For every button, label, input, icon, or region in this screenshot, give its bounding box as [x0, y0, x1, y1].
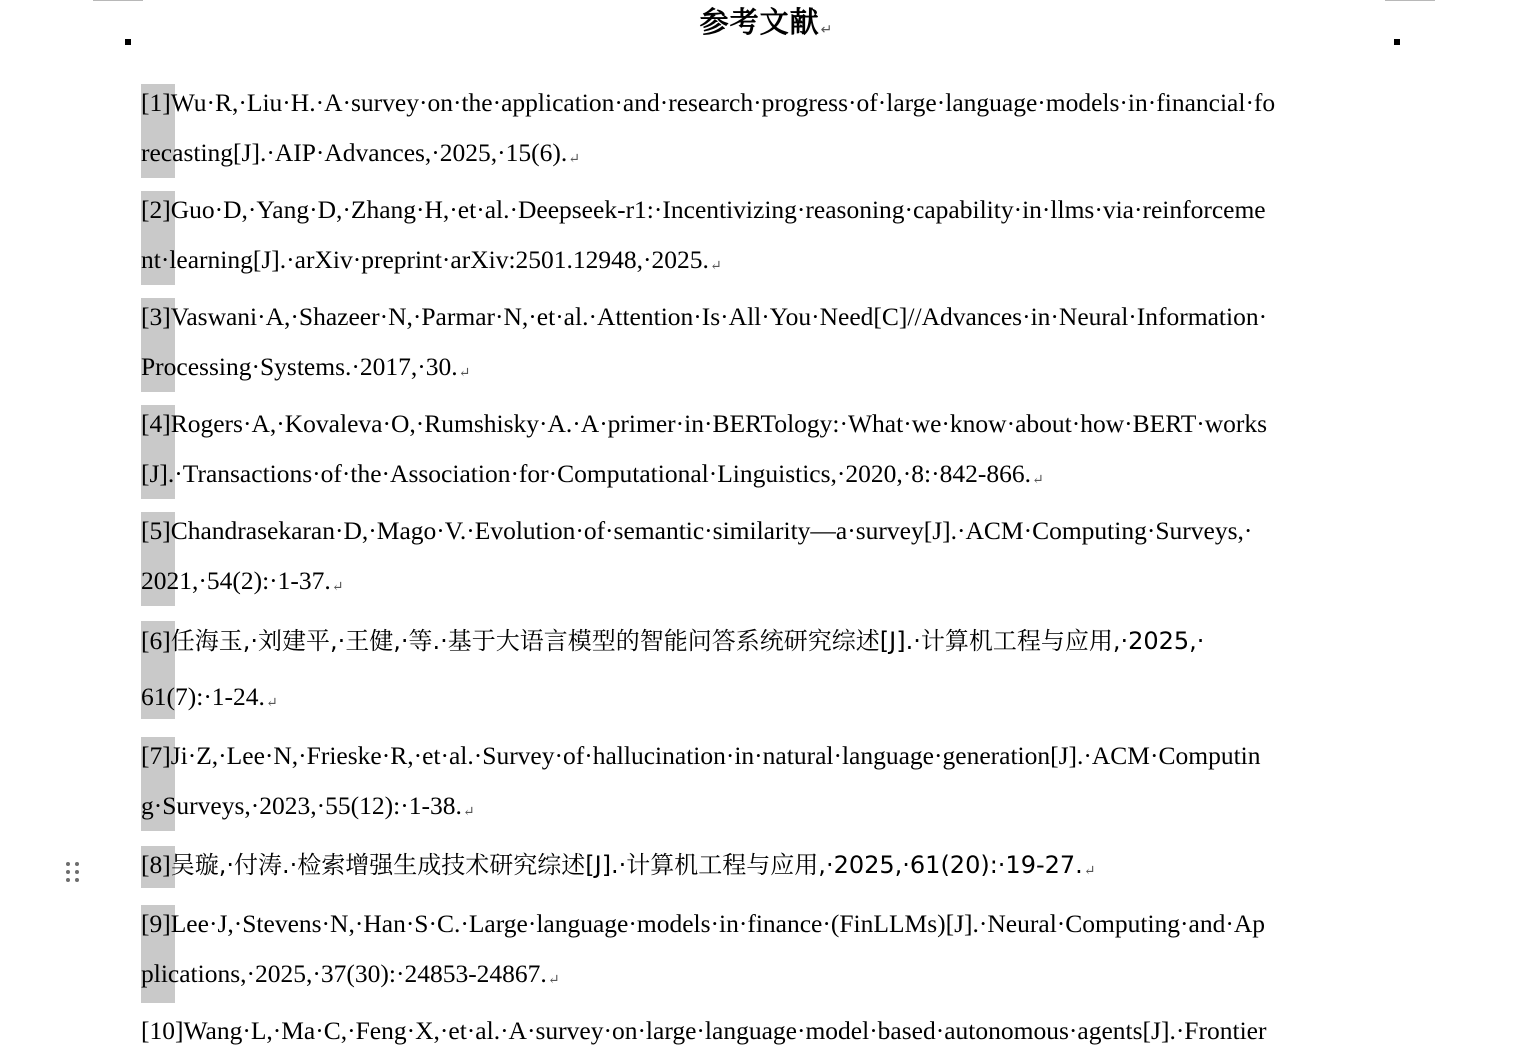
reference-text-line: 2021,·54(2):·1-37.	[141, 566, 331, 595]
paragraph-mark-icon: ↵	[458, 366, 471, 381]
reference-number: [5]	[141, 516, 171, 545]
paragraph-mark-icon: ↵	[462, 805, 475, 820]
paragraph-mark-icon: ↵	[331, 580, 344, 595]
paragraph-mark-icon: ↵	[568, 152, 581, 167]
reference-item-6[interactable]	[141, 613, 1386, 731]
reference-text-line: [J].·Transactions·of·the·Association·for·Computational·Linguistics,·2020,·8:·842-866.	[141, 459, 1031, 488]
reference-number: [3]	[141, 302, 171, 331]
reference-text-line: 61(7):·1-24.	[141, 682, 265, 711]
reference-item-1[interactable]	[141, 78, 1386, 185]
reference-text-line: Guo·D,·Yang·D,·Zhang·H,·et·al.·Deepseek-r1:·Incentivizing·reasoning·capability·in·llms·via·reinforceme	[170, 195, 1266, 224]
reference-text-line: g·Surveys,·2023,·55(12):·1-38.	[141, 791, 462, 820]
reference-text-line: nt·learning[J].·arXiv·preprint·arXiv:2501.12948,·2025.	[141, 245, 709, 274]
reference-text-line: Rogers·A,·Kovaleva·O,·Rumshisky·A.·A·primer·in·BERTology:·What·we·know·about·how·BERT·works	[170, 409, 1268, 438]
reference-number: [6]	[141, 626, 171, 655]
reference-text-line: Chandrasekaran·D,·Mago·V.·Evolution·of·semantic·similarity—a·survey[J].·ACM·Computing·Surveys,·	[170, 516, 1253, 545]
section-title[interactable]	[0, 4, 1533, 48]
page-top-border-left	[93, 0, 143, 1]
reference-text-line: Wu·R,·Liu·H.·A·survey·on·the·application·and·research·progress·of·large·language·models·in·financial·fo	[170, 88, 1276, 117]
reference-text-line: Lee·J,·Stevens·N,·Han·S·C.·Large·language·models·in·finance·(FinLLMs)[J].·Neural·Computing·and·Ap	[170, 909, 1265, 938]
reference-text-line: Wang·L,·Ma·C,·Feng·X,·et·al.·A·survey·on·large·language·model·based·autonomous·agents[J].·Frontier	[183, 1016, 1267, 1045]
paragraph-mark-icon: ↵	[709, 259, 722, 274]
reference-number: [1]	[141, 88, 171, 117]
reference-text-line: 吴璇,·付涛.·检索增强生成技术研究综述[J].·计算机工程与应用,·2025,·61(20):·19-27.	[170, 851, 1083, 879]
reference-item-4[interactable]	[141, 399, 1386, 506]
reference-number: [10]	[141, 1016, 184, 1045]
paragraph-mark-icon: ↵	[265, 696, 278, 711]
paragraph-mark-icon: ↵	[547, 973, 560, 988]
reference-item-3[interactable]	[141, 292, 1386, 399]
reference-number: [2]	[141, 195, 171, 224]
paragraph-mark-icon: ↵	[1031, 473, 1044, 488]
drag-handle-icon[interactable]	[66, 862, 82, 886]
reference-text-line: Ji·Z,·Lee·N,·Frieske·R,·et·al.·Survey·of·hallucination·in·natural·language·generation[J].·ACM·Computin	[170, 741, 1261, 770]
paragraph-mark-icon: ↵	[1083, 864, 1096, 879]
reference-text-line: Vaswani·A,·Shazeer·N,·Parmar·N,·et·al.·Attention·Is·All·You·Need[C]//Advances·in·Neural·Information·	[170, 302, 1268, 331]
paragraph-mark-icon: ↵	[820, 22, 834, 38]
reference-item-2[interactable]	[141, 185, 1386, 292]
reference-item-10[interactable]	[141, 1006, 1386, 1056]
reference-item-7[interactable]	[141, 731, 1386, 838]
reference-item-8[interactable]	[141, 838, 1386, 899]
reference-number: [8]	[141, 850, 171, 879]
reference-number: [7]	[141, 741, 171, 770]
page-top-border-right	[1385, 0, 1435, 1]
reference-text-line: Processing·Systems.·2017,·30.	[141, 352, 458, 381]
reference-item-5[interactable]	[141, 506, 1386, 613]
reference-list	[141, 78, 1386, 1056]
reference-text-line: plications,·2025,·37(30):·24853-24867.	[141, 959, 547, 988]
section-title-text: 参考文献	[699, 5, 820, 39]
reference-text-line: recasting[J].·AIP·Advances,·2025,·15(6).	[141, 138, 568, 167]
reference-number: [9]	[141, 909, 171, 938]
reference-text-line: 任海玉,·刘建平,·王健,·等.·基于大语言模型的智能问答系统研究综述[J].·计算机工程与应用,·2025,·	[170, 627, 1205, 655]
reference-item-9[interactable]	[141, 899, 1386, 1006]
reference-number: [4]	[141, 409, 171, 438]
